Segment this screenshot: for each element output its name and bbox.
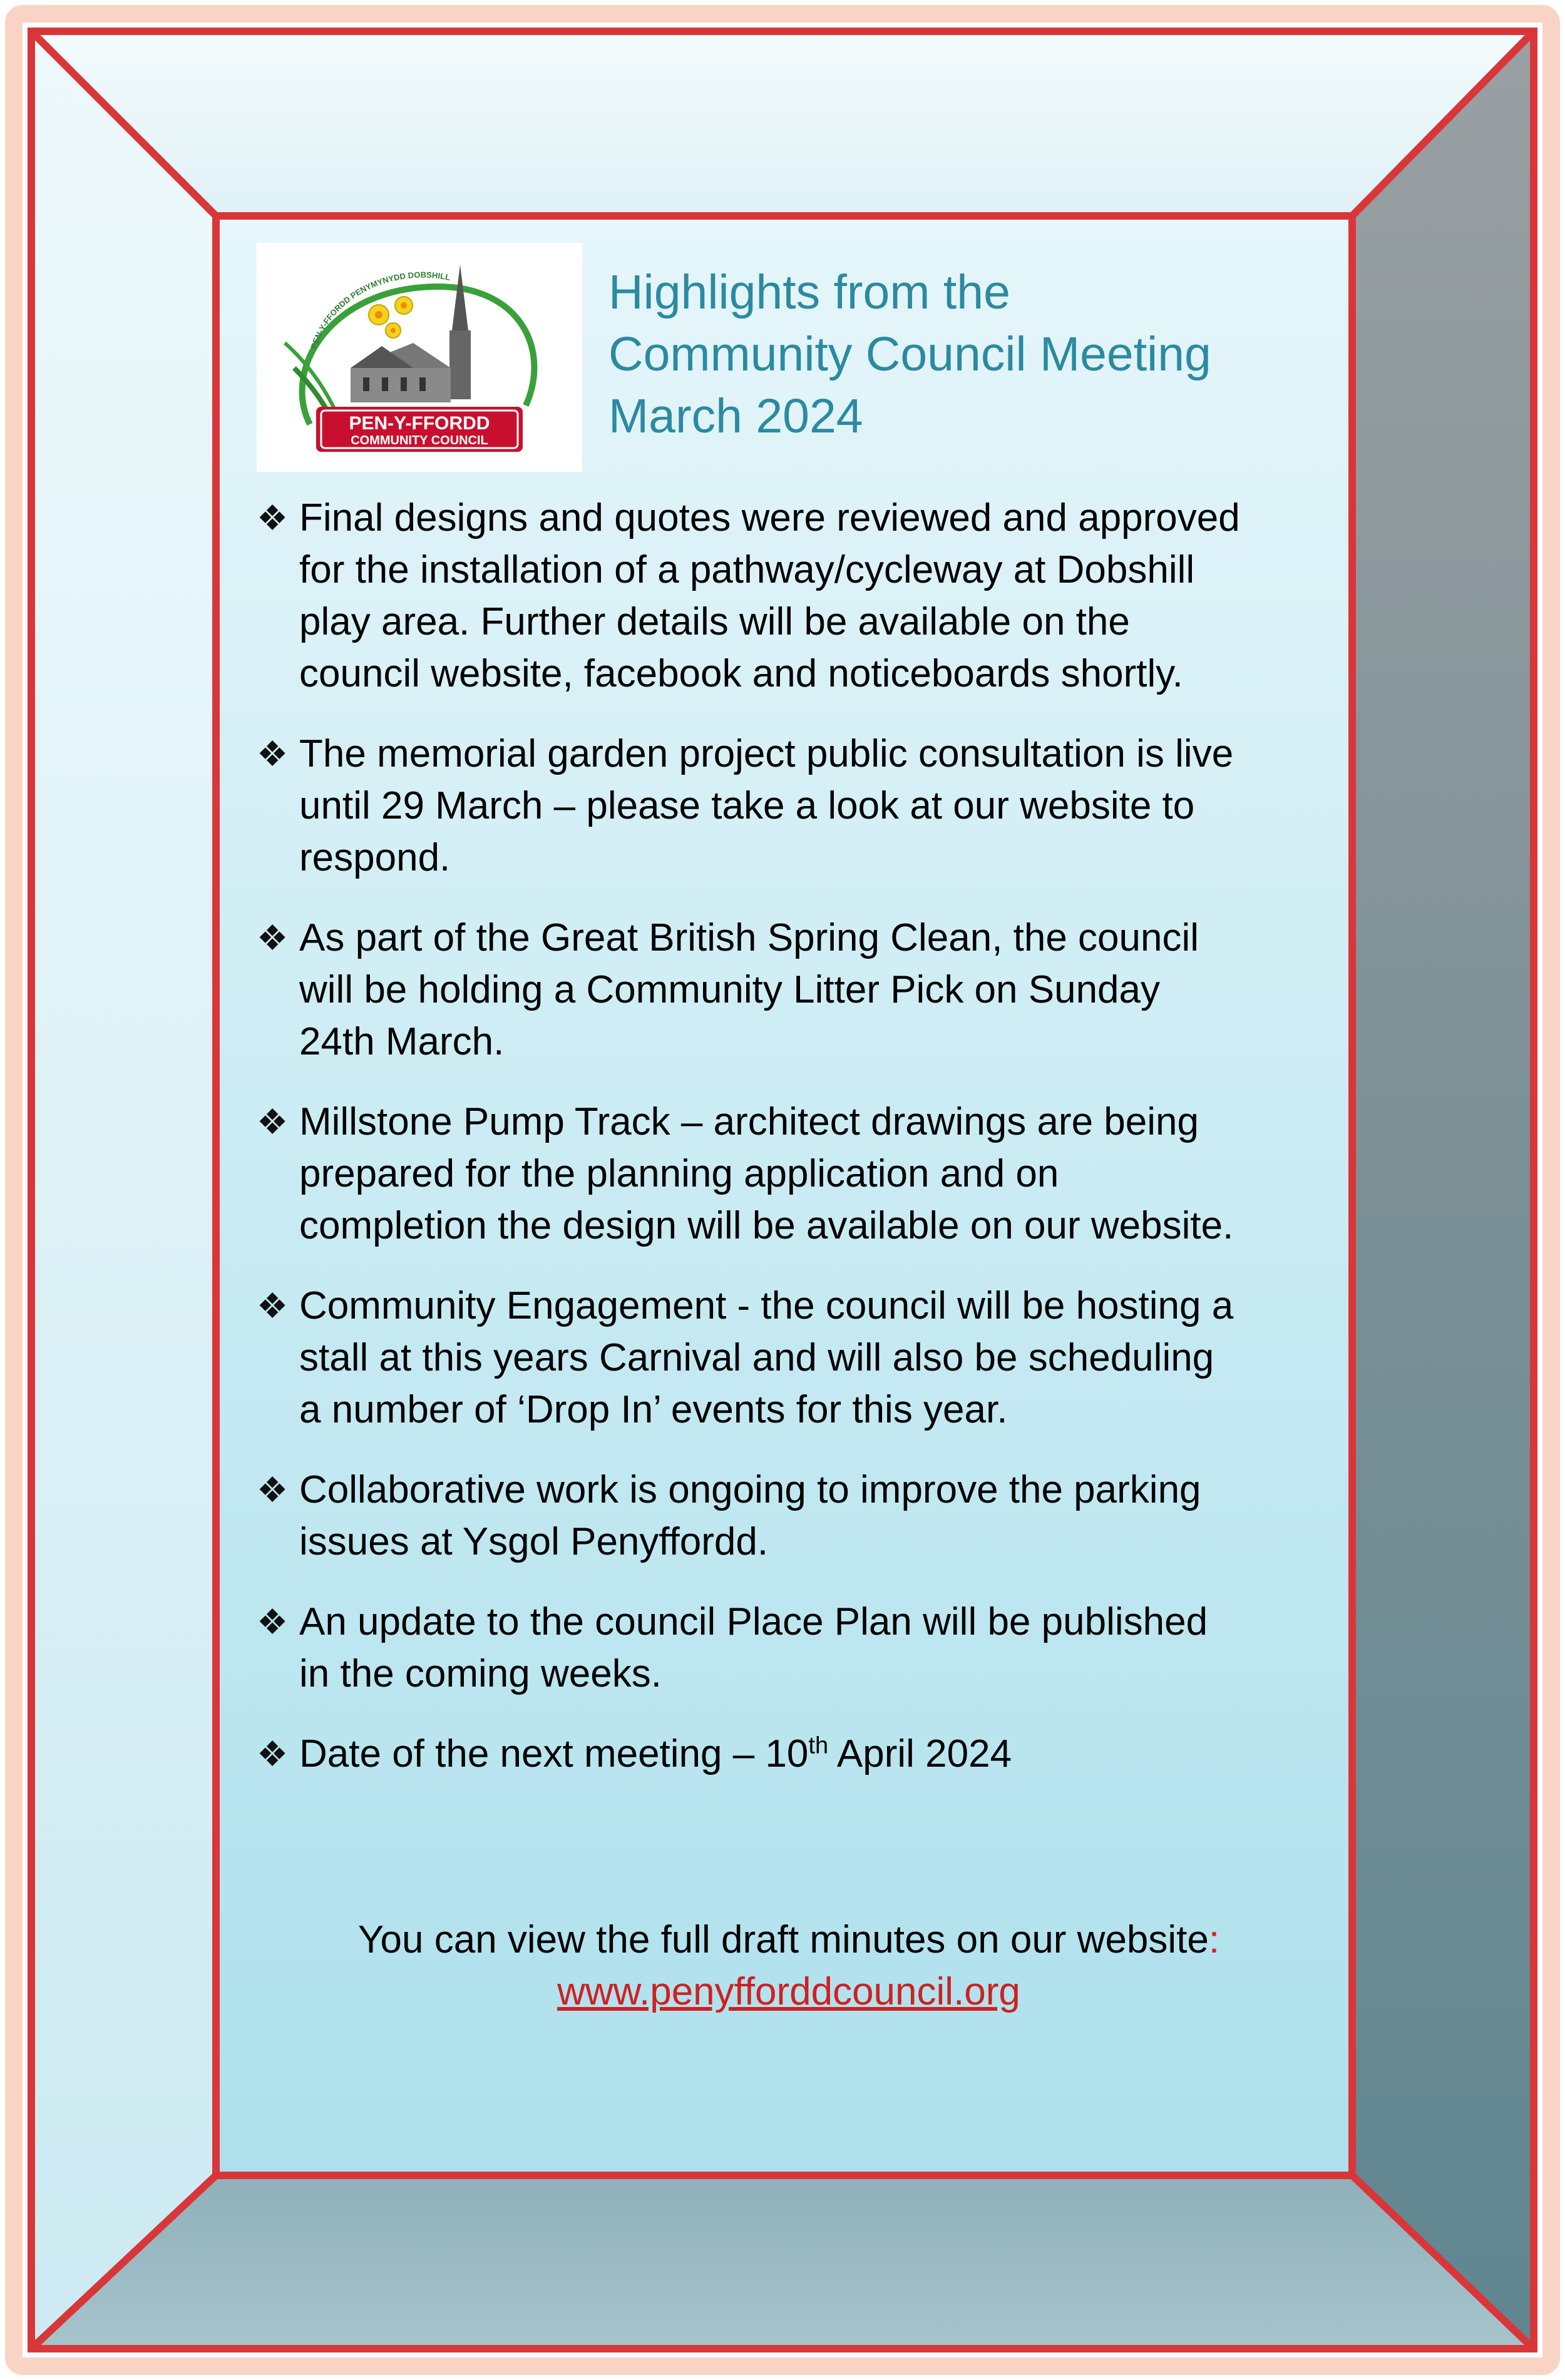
item-line: Millstone Pump Track – architect drawings are being <box>299 1100 1199 1143</box>
logo-arc-text: PEN-Y-FFORDD PENYMYNYDD DOBSHILL <box>309 270 451 350</box>
item-line: play area. Further details will be available on the <box>299 600 1130 643</box>
highlights-list <box>257 492 1340 1808</box>
item-line: council website, facebook and noticeboards shortly. <box>299 652 1183 695</box>
item-line: a number of ‘Drop In’ events for this year. <box>299 1388 1008 1431</box>
item-line: As part of the Great British Spring Clean, the council <box>299 916 1199 959</box>
council-logo <box>257 243 582 472</box>
list-item <box>257 1596 1340 1700</box>
item-line: Community Engagement - the council will be hosting a <box>299 1284 1234 1327</box>
item-line: stall at this years Carnival and will also be scheduling <box>299 1336 1214 1379</box>
diamond-bullet-icon: ❖ <box>257 1602 289 1642</box>
item-line: Collaborative work is ongoing to improve the parking <box>299 1468 1201 1511</box>
diamond-bullet-icon: ❖ <box>257 918 289 958</box>
diamond-bullet-icon: ❖ <box>257 1286 289 1325</box>
list-item <box>257 728 1340 884</box>
next-meeting-date: Date of the next meeting – 10th April 2024 <box>299 1732 1012 1775</box>
logo-line2: COMMUNITY COUNCIL <box>351 434 488 447</box>
item-line: issues at Ysgol Penyffordd. <box>299 1520 769 1563</box>
item-line: until 29 March – please take a look at our website to <box>299 784 1195 827</box>
list-item <box>257 1096 1340 1252</box>
website-link[interactable]: www.penyfforddcouncil.org <box>557 1970 1020 2013</box>
list-item <box>257 1464 1340 1568</box>
title-line-3: March 2024 <box>608 389 863 443</box>
item-line: An update to the council Place Plan will be published <box>299 1600 1208 1643</box>
page-title <box>608 262 1328 447</box>
title-line-1: Highlights from the <box>608 265 1010 319</box>
item-line: respond. <box>299 836 451 879</box>
item-line: prepared for the planning application and on <box>299 1152 1059 1195</box>
item-line: The memorial garden project public consultation is live <box>299 732 1234 775</box>
item-line: will be holding a Community Litter Pick on Sunday <box>299 968 1161 1011</box>
title-line-2: Community Council Meeting <box>608 327 1211 381</box>
next-meeting-item <box>257 1728 1340 1780</box>
list-item <box>257 492 1340 700</box>
footer <box>225 1914 1352 2018</box>
diamond-bullet-icon: ❖ <box>257 734 289 774</box>
diamond-bullet-icon: ❖ <box>257 1102 289 1141</box>
diamond-bullet-icon: ❖ <box>257 1734 289 1774</box>
diamond-bullet-icon: ❖ <box>257 1470 289 1509</box>
list-item <box>257 912 1340 1068</box>
diamond-bullet-icon: ❖ <box>257 498 289 538</box>
logo-line1: PEN-Y-FFORDD <box>349 413 490 434</box>
footer-text: You can view the full draft minutes on our website: <box>357 1918 1220 1961</box>
item-line: completion the design will be available on our website. <box>299 1204 1234 1247</box>
item-line: in the coming weeks. <box>299 1652 662 1695</box>
item-line: for the installation of a pathway/cycleway at Dobshill <box>299 548 1195 591</box>
item-line: 24th March. <box>299 1020 505 1063</box>
list-item <box>257 1280 1340 1436</box>
content-panel <box>225 224 1352 2175</box>
item-line: Final designs and quotes were reviewed and approved <box>299 496 1240 539</box>
